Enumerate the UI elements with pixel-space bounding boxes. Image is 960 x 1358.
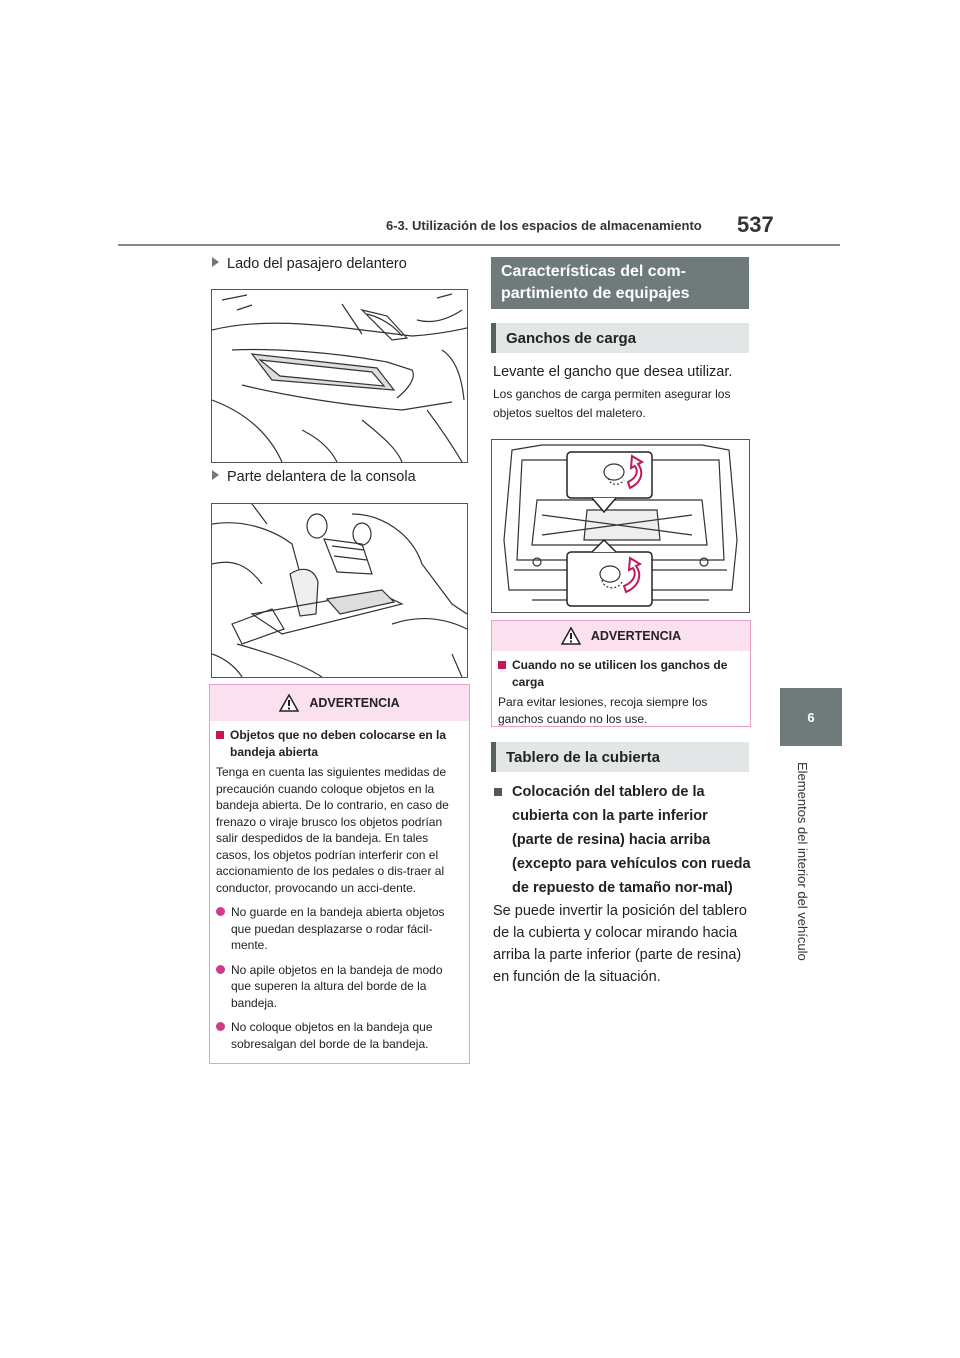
chapter-label [790, 762, 810, 962]
illustration-console-tray [211, 503, 468, 678]
item-passenger-side-label: Lado del pasajero delantero [227, 256, 407, 272]
deck-board-heading-text: Colocación del tablero de la cubierta con la parte inferior (parte de resina) hacia arriba (excepto para vehículos con rueda de repuesto de tamaño nor-mal) [512, 784, 751, 896]
square-bullet-icon [494, 788, 502, 796]
warning-triangle-icon [561, 627, 581, 645]
section-header: 6-3. Utilización de los espacios de almacenamiento [386, 218, 702, 233]
circle-bullet-icon [216, 965, 225, 974]
section-title-bar: Características del com-partimiento de equipajes [491, 257, 749, 309]
arrow-icon [212, 470, 219, 480]
console-tray-drawing [212, 504, 467, 677]
circle-bullet-icon [216, 907, 225, 916]
chapter-tab: 6 [780, 688, 842, 746]
warning-triangle-icon [279, 694, 299, 712]
deck-board-heading [494, 780, 752, 900]
warning-bullet [216, 904, 461, 954]
header-rule [118, 244, 840, 246]
warning-box-cargo-hooks [491, 620, 751, 727]
warning-bullet-text: No coloque objetos en la bandeja que sobresalgan del borde de la bandeja. [231, 1020, 433, 1051]
circle-bullet-icon [216, 1022, 225, 1031]
subsection-deck-board: Tablero de la cubierta [491, 742, 749, 772]
warning-body [492, 651, 750, 735]
warning-title: ADVERTENCIA [309, 696, 400, 710]
item-console-front [212, 469, 416, 485]
illustration-glovebox-tray [211, 289, 468, 463]
deck-board-body: Se puede invertir la posición del tablero de la cubierta y colocar mirando hacia arriba la parte inferior (parte de resina) en función de la situación. [493, 903, 747, 985]
warning-body [210, 721, 469, 1060]
warning-subheading-text: Objetos que no deben colocarse en la bandeja abierta [230, 728, 447, 759]
warning-bullet [216, 962, 461, 1012]
chapter-label-text: Elementos del interior del vehículo [795, 762, 810, 961]
cargo-hooks-intro: Levante el gancho que desea utilizar. [493, 364, 733, 380]
subsection-cargo-hooks: Ganchos de carga [491, 323, 749, 353]
warning-paragraph: Para evitar lesiones, recoja siempre los ganchos cuando no los use. [498, 695, 708, 726]
glovebox-tray-drawing [212, 290, 467, 462]
cargo-hooks-note: Los ganchos de carga permiten asegurar los objetos sueltos del maletero. [493, 387, 731, 420]
warning-bullet [216, 1019, 461, 1052]
warning-header [210, 685, 469, 721]
warning-box-open-tray [209, 684, 470, 1064]
item-passenger-side [212, 256, 407, 272]
item-console-front-label: Parte delantera de la consola [227, 469, 416, 485]
square-bullet-icon [498, 661, 506, 669]
warning-subheading [216, 727, 461, 760]
warning-title: ADVERTENCIA [590, 629, 682, 643]
warning-subheading-text: Cuando no se utilicen los ganchos de carga [512, 658, 728, 689]
illustration-cargo-hooks [491, 439, 750, 613]
page-number: 537 [737, 212, 774, 237]
warning-bullet-text: No guarde en la bandeja abierta objetos que puedan desplazarse o rodar fácil-mente. [231, 905, 445, 952]
warning-paragraph: Tenga en cuenta las siguientes medidas de precaución cuando coloque objetos en la bandeja abierta. De lo contrario, en caso de frenazo o viraje brusco los objetos podrían salir despedidos de la bandeja. En tales casos, los objetos podrían interferir con el accionamiento de los pedales o dis-traer al conductor, provocando un acci-dente. [216, 765, 449, 895]
warning-subheading [498, 657, 742, 690]
warning-bullet-text: No apile objetos en la bandeja de modo que superen la altura del borde de la bandeja. [231, 962, 443, 1010]
arrow-icon [212, 257, 219, 267]
square-bullet-icon [216, 731, 224, 739]
warning-header [492, 621, 750, 651]
cargo-hooks-drawing [492, 440, 749, 612]
